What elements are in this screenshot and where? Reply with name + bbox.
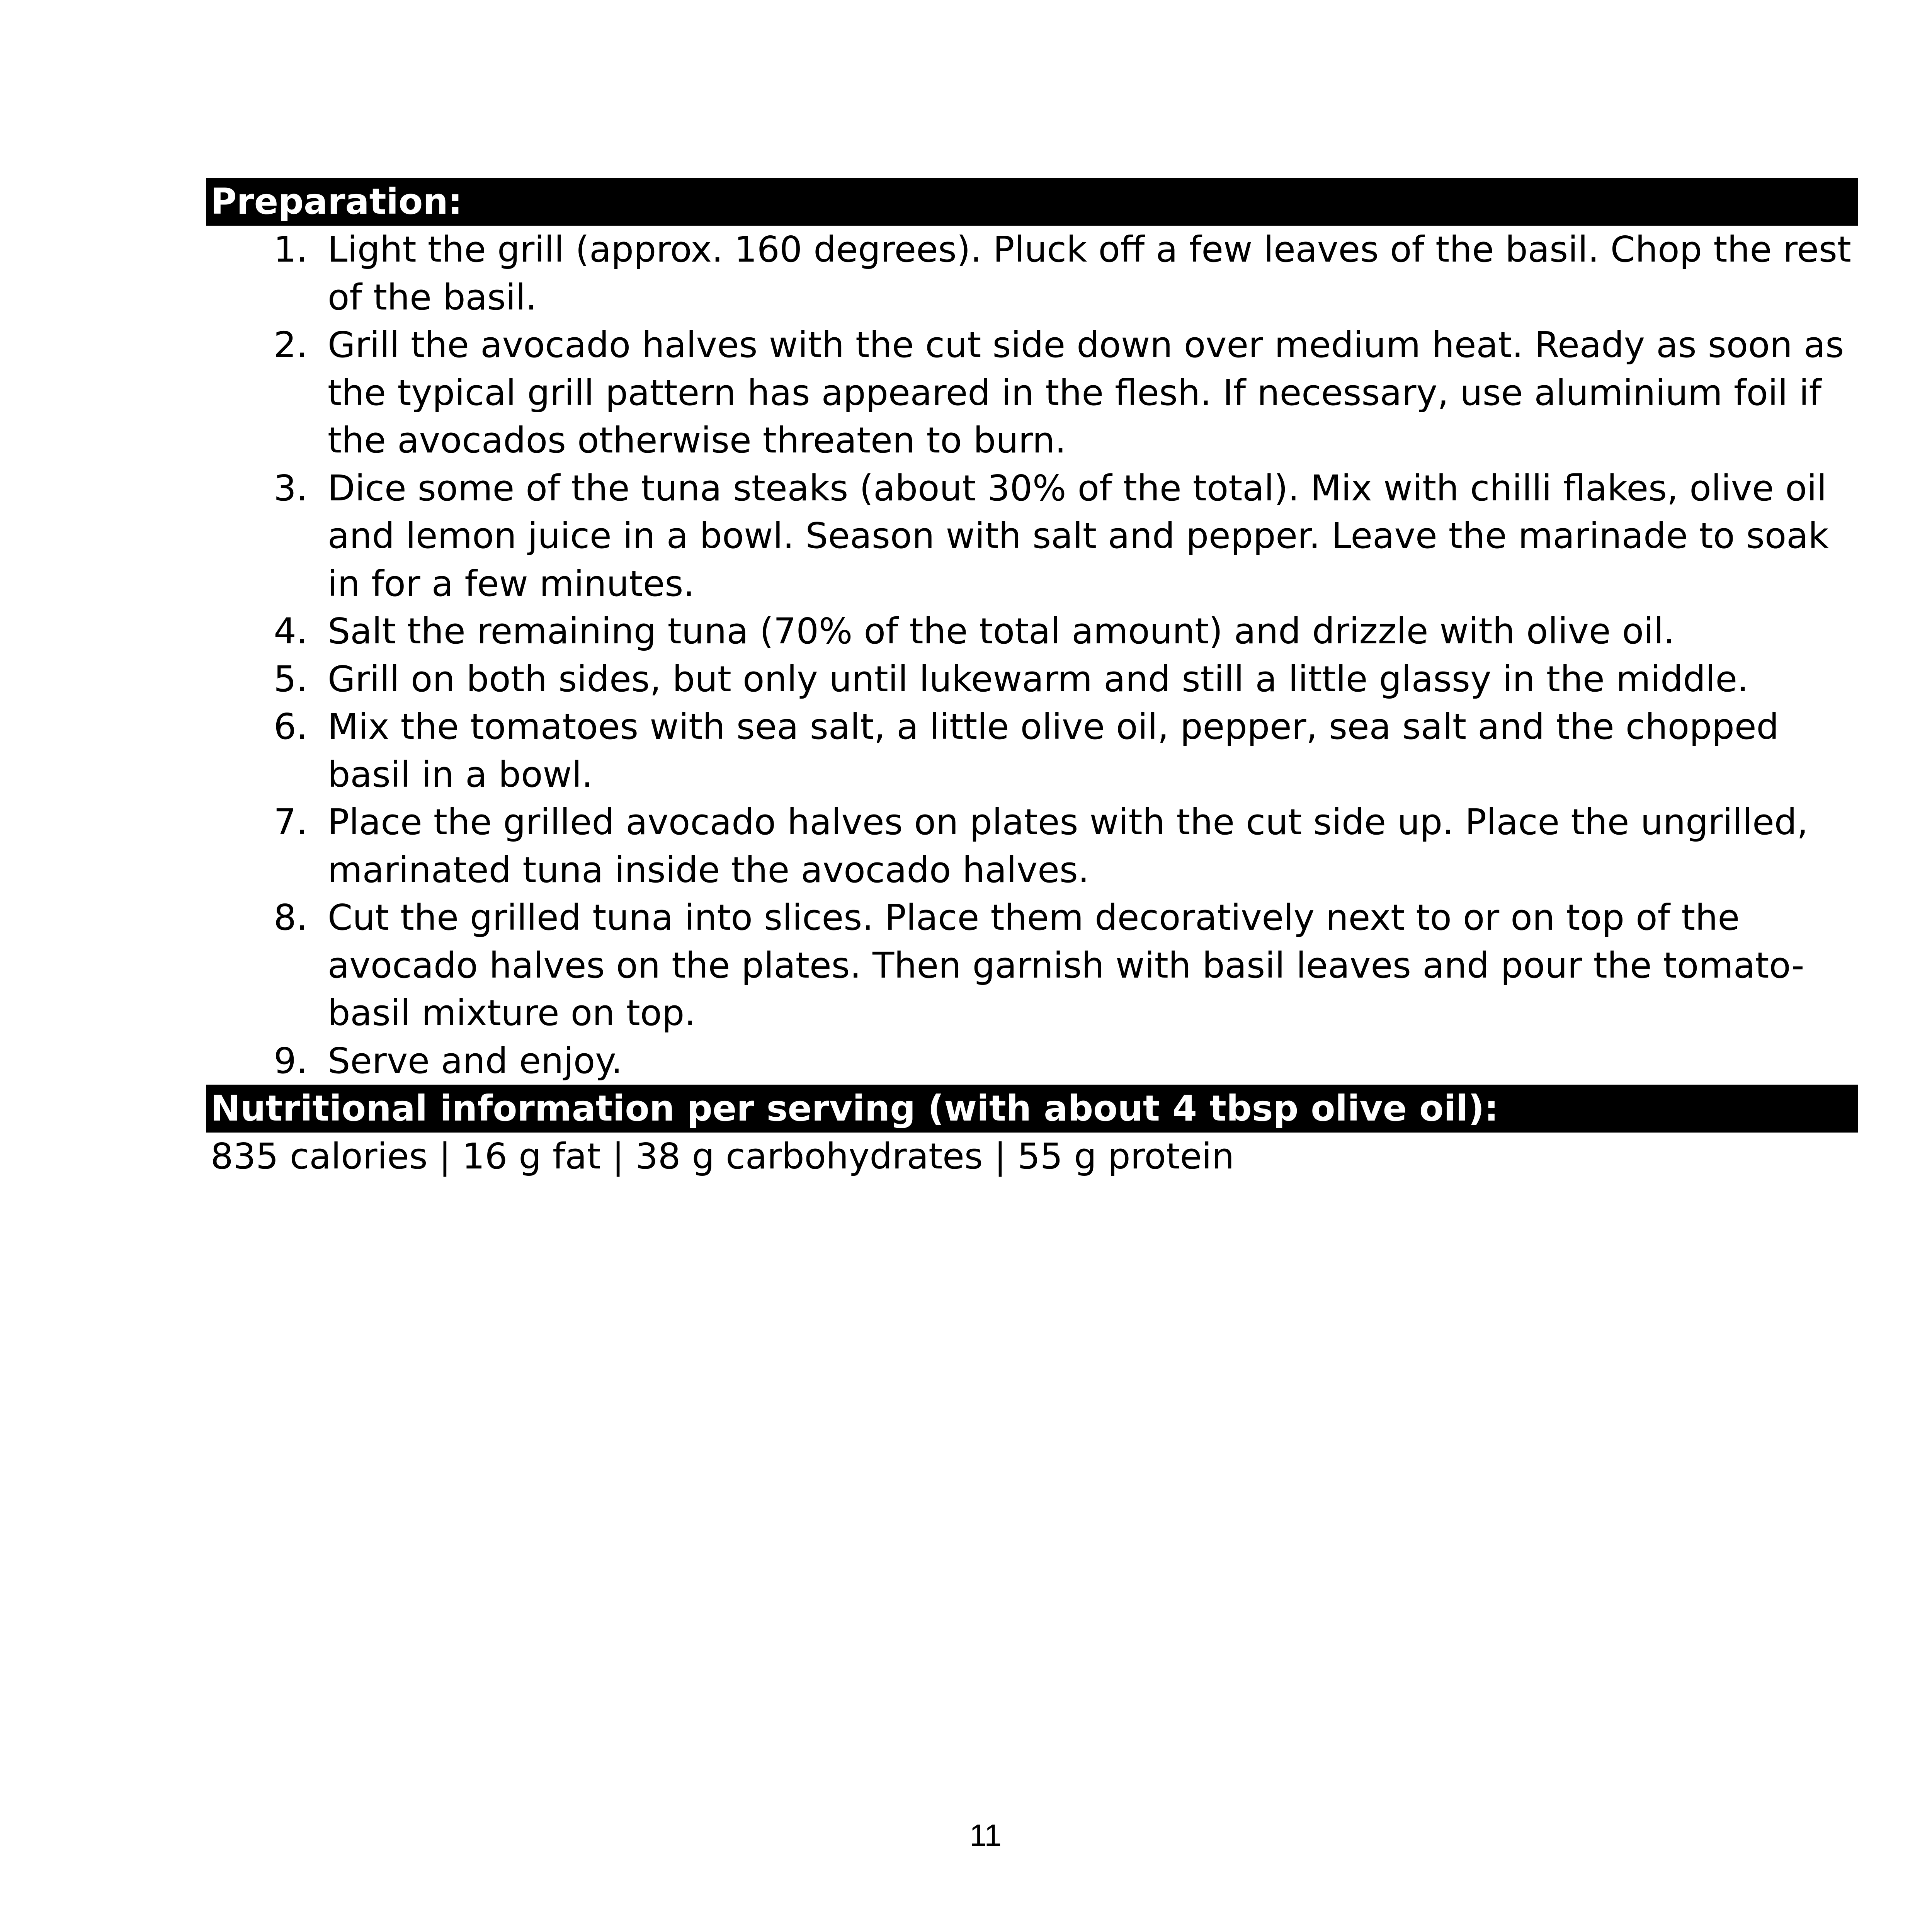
- list-item: [206, 894, 1858, 1037]
- list-item: [206, 607, 1858, 655]
- step-text: Grill on both sides, but only until lukewarm and still a little glassy in the middle.: [328, 658, 1749, 700]
- step-text: Mix the tomatoes with sea salt, a little olive oil, pepper, sea salt and the chopped basil in a bowl.: [328, 706, 1779, 795]
- list-item: [206, 798, 1858, 894]
- step-number: 5.: [274, 658, 308, 700]
- page-number: 11: [969, 1818, 1002, 1852]
- recipe-content: [206, 178, 1858, 1180]
- step-number: 2.: [274, 324, 308, 366]
- list-item: [206, 464, 1858, 608]
- step-text: Light the grill (approx. 160 degrees). Pluck off a few leaves of the basil. Chop the rest of the basil.: [328, 229, 1851, 318]
- list-item: [206, 655, 1858, 703]
- step-number: 4.: [274, 611, 308, 652]
- step-number: 6.: [274, 706, 308, 747]
- list-item: [206, 321, 1858, 464]
- step-text: Cut the grilled tuna into slices. Place them decoratively next to or on top of the avocado halves on the plates. Then garnish with basil leaves and pour the tomato-basil mixture on top.: [328, 897, 1804, 1034]
- step-number: 3.: [274, 467, 308, 509]
- step-text: Dice some of the tuna steaks (about 30% of the total). Mix with chilli flakes, olive oil and lemon juice in a bowl. Season with salt and pepper. Leave the marinade to soak in for a few minutes.: [328, 467, 1829, 604]
- step-text: Salt the remaining tuna (70% of the total amount) and drizzle with olive oil.: [328, 611, 1675, 652]
- list-item: [206, 703, 1858, 798]
- step-number: 9.: [274, 1040, 308, 1082]
- step-number: 1.: [274, 229, 308, 270]
- nutrition-heading: Nutritional information per serving (with about 4 tbsp olive oil):: [206, 1085, 1858, 1133]
- step-number: 8.: [274, 897, 308, 938]
- step-text: Serve and enjoy.: [328, 1040, 622, 1082]
- step-text: Place the grilled avocado halves on plates with the cut side up. Place the ungrilled, marinated tuna inside the avocado halves.: [328, 801, 1808, 891]
- preparation-heading: Preparation:: [206, 178, 1858, 226]
- step-number: 7.: [274, 801, 308, 843]
- step-text: Grill the avocado halves with the cut side down over medium heat. Ready as soon as the typical grill pattern has appeared in the flesh. If necessary, use aluminium foil if the avocados otherwise threaten to burn.: [328, 324, 1844, 461]
- nutrition-values: 835 calories | 16 g fat | 38 g carbohydrates | 55 g protein: [211, 1136, 1235, 1177]
- list-item: [206, 1037, 1858, 1085]
- preparation-steps-list: [206, 226, 1858, 1085]
- list-item: [206, 226, 1858, 321]
